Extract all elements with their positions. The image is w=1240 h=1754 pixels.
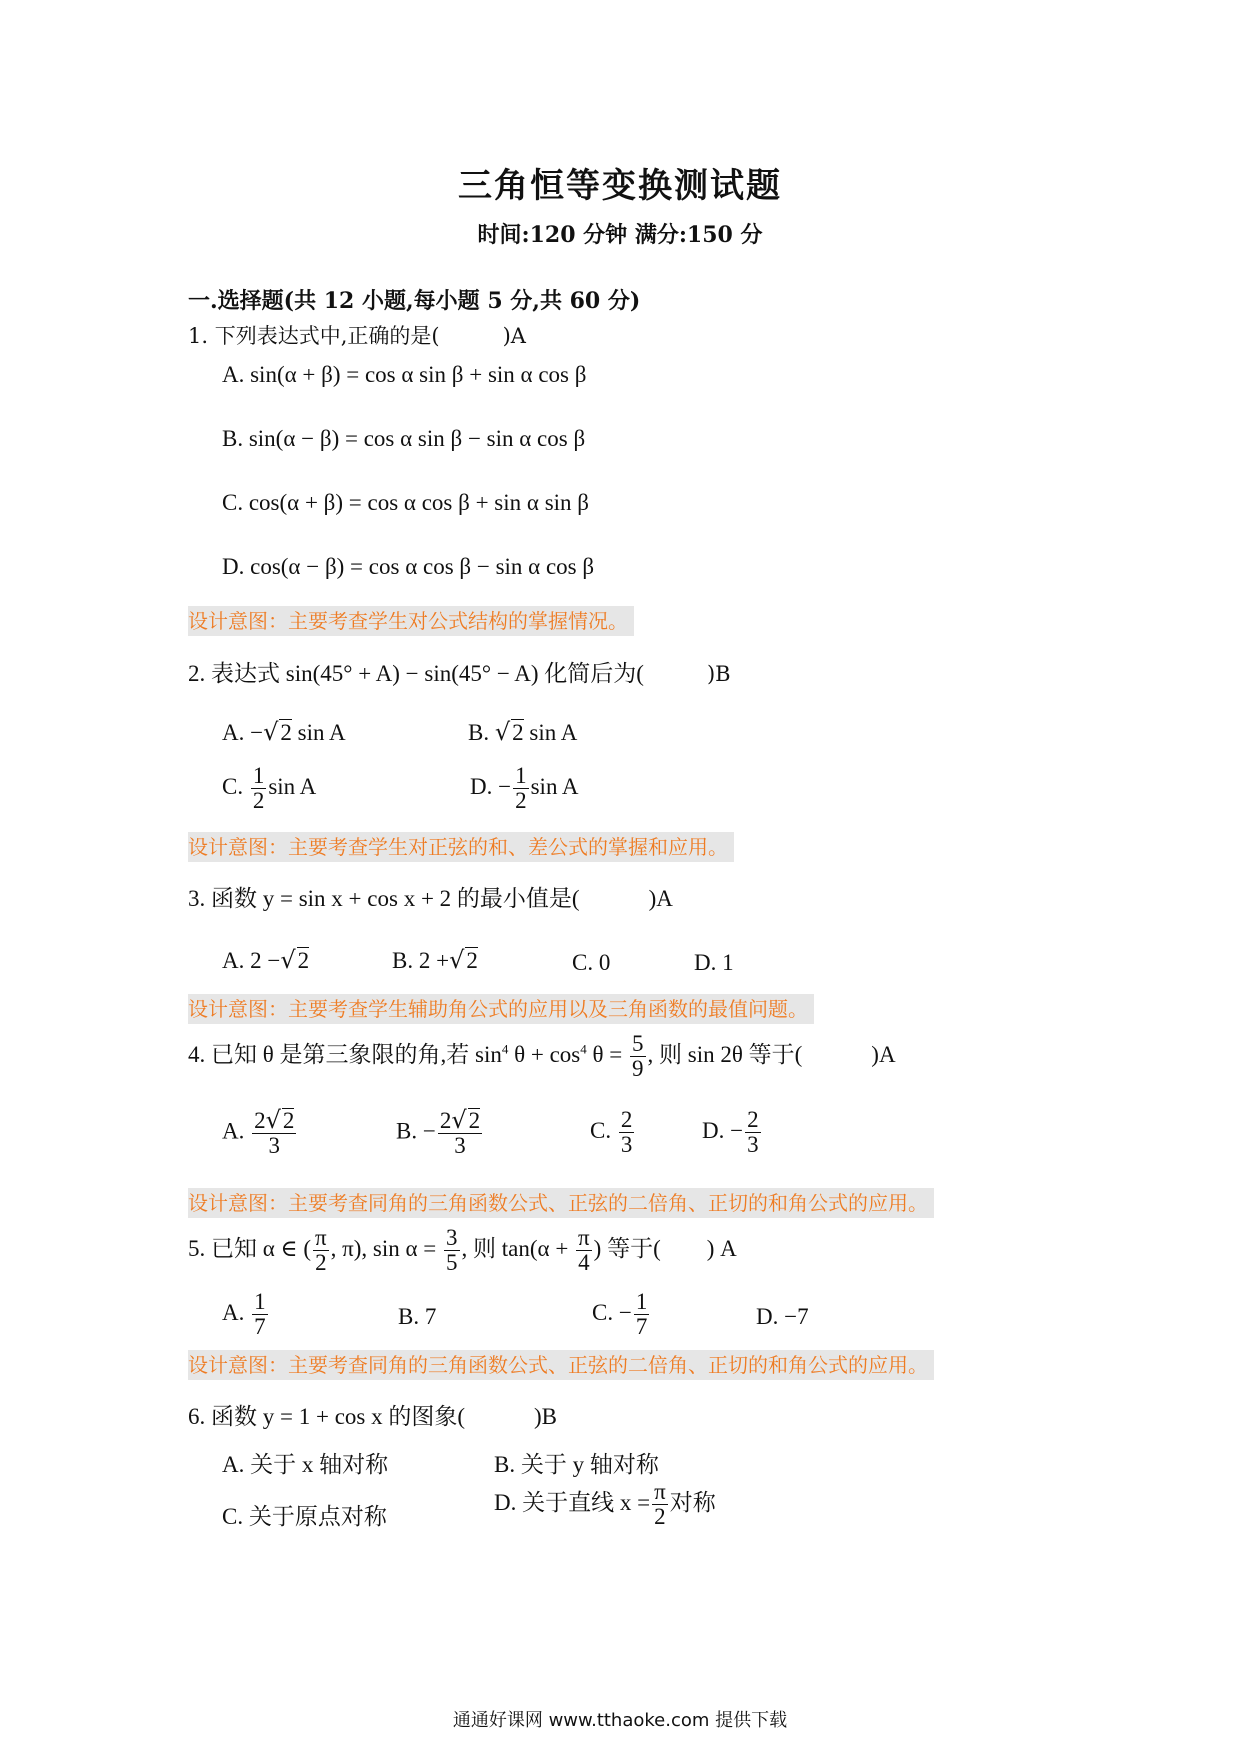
q3-stem: 3. 函数 y = sin x + cos x + 2 的最小值是( )A <box>188 886 673 911</box>
q5-option-a: A. $\frac{1}{7}$ <box>222 1289 266 1340</box>
q1-option-b: B. sin(α − β) = cos α sin β − sin α cos β <box>222 426 586 451</box>
q5-stem: 5. 已知 α ∈ ( $\frac{\pi}{2}$ , π), sin α = $\frac{3}{5}$ , 则 tan(α + $\frac{\pi}{4}$ ) 等于( ) A <box>188 1225 737 1276</box>
q5-option-d: D. −7 <box>756 1304 809 1329</box>
q5-option-c: C. − $\frac{1}{7}$ <box>592 1289 648 1340</box>
section-heading: 一.选择题(共 12 小题,每小题 5 分,共 60 分) <box>188 288 641 314</box>
q1-design-note: 设计意图：主要考查学生对公式结构的掌握情况。 <box>188 606 634 636</box>
exam-time-score: 时间:120 分钟 满分:150 分 <box>477 222 763 248</box>
q3-option-b: B. 2 +√2 <box>392 946 478 974</box>
q2-option-b: B. √2 sin A <box>468 718 578 746</box>
q2-design-note: 设计意图：主要考查学生对正弦的和、差公式的掌握和应用。 <box>188 832 734 862</box>
q6-option-a: A. 关于 x 轴对称 <box>222 1452 389 1477</box>
q5-design-note: 设计意图：主要考查同角的三角函数公式、正弦的二倍角、正切的和角公式的应用。 <box>188 1350 934 1380</box>
q6-stem: 6. 函数 y = 1 + cos x 的图象( )B <box>188 1404 558 1429</box>
q4-option-a: A. $\frac{2√2}{3}$ <box>222 1106 295 1159</box>
q6-option-d: D. 关于直线 x = $\frac{\pi}{2}$ 对称 <box>494 1479 716 1530</box>
q3-option-a: A. 2 −√2 <box>222 946 310 974</box>
q5-option-b: B. 7 <box>398 1304 437 1329</box>
q1-option-d: D. cos(α − β) = cos α cos β − sin α cos β <box>222 554 595 579</box>
q2-option-a: A. −√2 sin A <box>222 718 346 746</box>
q6-option-c: C. 关于原点对称 <box>222 1504 387 1529</box>
q4-stem: 4. 已知 θ 是第三象限的角,若 $\sin^4 \theta + \cos^4 \theta$ = $\frac{5}{9}$ , 则 sin 2θ 等于( )A <box>188 1031 896 1082</box>
page-footer: 通通好课网 www.tthaoke.com 提供下载 <box>452 1710 788 1731</box>
q1-option-c: C. cos(α + β) = cos α cos β + sin α sin β <box>222 490 589 515</box>
q2-option-c: C. $\frac{1}{2}$ sin A <box>222 763 317 814</box>
q2-option-d: D. − $\frac{1}{2}$ sin A <box>470 763 579 814</box>
q2-stem: 2. 表达式 sin(45° + A) − sin(45° − A) 化简后为( )B <box>188 661 731 686</box>
q6-option-b: B. 关于 y 轴对称 <box>494 1452 659 1477</box>
page-title: 三角恒等变换测试题 <box>458 166 782 206</box>
q3-option-c: C. 0 <box>572 950 611 975</box>
q1-stem: 1. 下列表达式中,正确的是( )A <box>188 324 526 348</box>
q4-design-note: 设计意图：主要考查同角的三角函数公式、正弦的二倍角、正切的和角公式的应用。 <box>188 1188 934 1218</box>
q3-design-note: 设计意图：主要考查学生辅助角公式的应用以及三角函数的最值问题。 <box>188 994 814 1024</box>
q4-option-b: B. − $\frac{2√2}{3}$ <box>396 1106 481 1159</box>
q4-option-d: D. − $\frac{2}{3}$ <box>702 1107 759 1158</box>
q3-option-d: D. 1 <box>694 950 734 975</box>
q1-option-a: A. sin(α + β) = cos α sin β + sin α cos β <box>222 362 587 387</box>
q4-option-c: C. $\frac{2}{3}$ <box>590 1107 633 1158</box>
